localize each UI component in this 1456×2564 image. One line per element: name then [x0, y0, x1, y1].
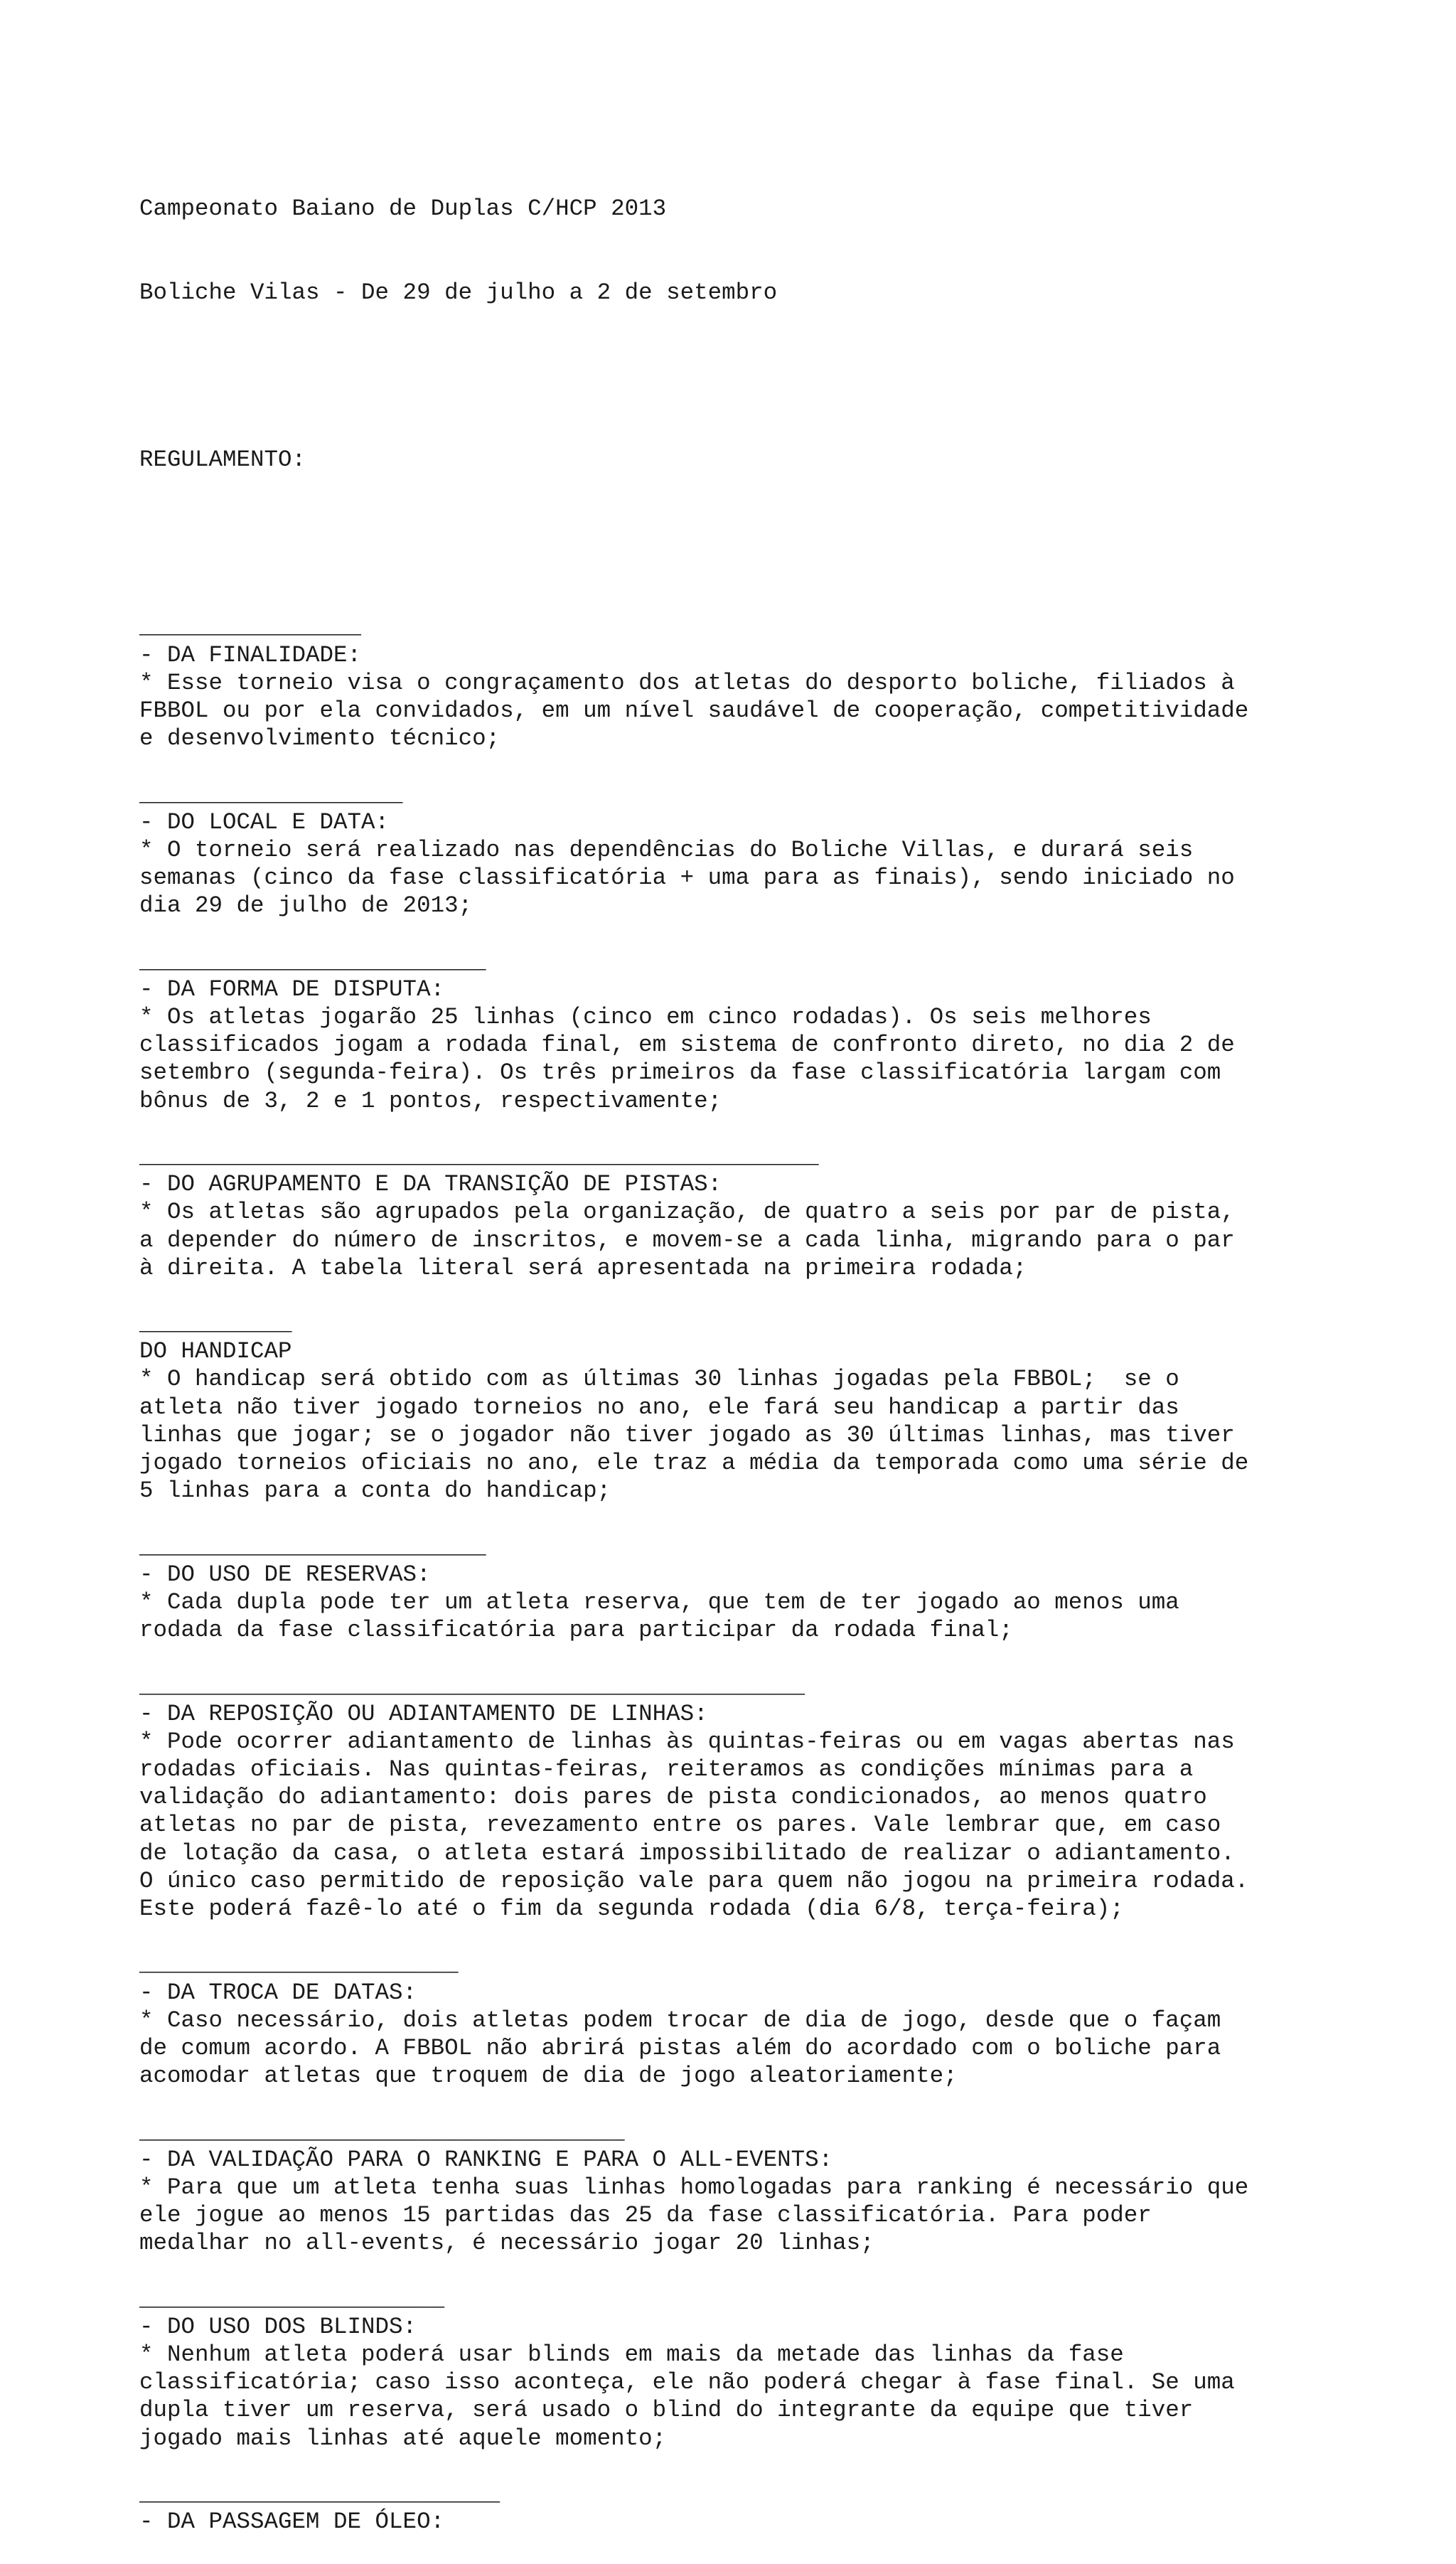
spacer: [139, 2257, 1419, 2285]
spacer: [139, 1923, 1419, 1950]
section-text-line: * Os atletas são agrupados pela organização, de quatro a seis por par de pista,: [139, 1199, 1235, 1226]
section-text-line: de lotação da casa, o atleta estará impossibilitado de realizar o adiantamento.: [139, 1839, 1235, 1866]
section-heading: - DO USO DOS BLINDS:: [139, 2313, 417, 2340]
section-text-line: Este poderá fazê-lo até o fim da segunda rodada (dia 6/8, terça-feira);: [139, 1896, 1124, 1922]
section-heading: - DA FINALIDADE:: [139, 641, 362, 668]
section-text-line: rodadas oficiais. Nas quintas-feiras, reiteramos as condições mínimas para a: [139, 1756, 1194, 1783]
spacer: [139, 1282, 1419, 1310]
section-heading: - DA REPOSIÇÃO OU ADIANTAMENTO DE LINHAS:: [139, 1700, 708, 1727]
section: [139, 2480, 1419, 2536]
section-text-line: rodada da fase classificatória para participar da rodada final;: [139, 1617, 1013, 1644]
section-text-line: e desenvolvimento técnico;: [139, 725, 500, 752]
section: [139, 613, 1419, 780]
section-text-line: de comum acordo. A FBBOL não abrirá pistas além do acordado com o boliche para: [139, 2034, 1221, 2061]
section-text-line: acomodar atletas que troquem de dia de jogo aleatoriamente;: [139, 2063, 958, 2090]
section-heading: - DA PASSAGEM DE ÓLEO:: [139, 2509, 445, 2536]
section-rule: _______________________: [139, 1951, 459, 1978]
section-text-line: atleta não tiver jogado torneios no ano, ele fará seu handicap a partir das: [139, 1394, 1179, 1421]
spacer: [139, 1644, 1419, 1672]
spacer: [139, 919, 1419, 947]
section-text-line: * Cada dupla pode ter um atleta reserva, que tem de ter jogado ao menos uma: [139, 1588, 1179, 1615]
regulamento-heading: REGULAMENTO:: [139, 447, 306, 474]
section-text-line: * Para que um atleta tenha suas linhas homologadas para ranking é necessário que: [139, 2174, 1249, 2201]
section-rule: ________________________________________________: [139, 1672, 805, 1699]
section-text-line: * O torneio será realizado nas dependências do Boliche Villas, e durará seis: [139, 836, 1194, 863]
spacer: [139, 752, 1419, 780]
spacer: [139, 2452, 1419, 2480]
spacer: [139, 1505, 1419, 1532]
section: [139, 1533, 1419, 1672]
section-text-line: jogado mais linhas até aquele momento;: [139, 2425, 667, 2452]
section: [139, 2285, 1419, 2480]
section-rule: _________________________: [139, 1533, 486, 1560]
title-line-1: Campeonato Baiano de Duplas C/HCP 2013: [139, 196, 667, 223]
section-text-line: dia 29 de julho de 2013;: [139, 892, 473, 919]
section-heading: DO HANDICAP: [139, 1338, 292, 1365]
section-heading: - DO LOCAL E DATA:: [139, 808, 390, 835]
section-text-line: * Nenhum atleta poderá usar blinds em mais da metade das linhas da fase: [139, 2341, 1124, 2368]
section-rule: _________________________: [139, 948, 486, 975]
section-heading: - DO USO DE RESERVAS:: [139, 1561, 431, 1588]
sections-container: [139, 613, 1419, 2536]
section-text-line: validação do adiantamento: dois pares de pista condicionados, ao menos quatro: [139, 1784, 1207, 1811]
section-heading: - DA FORMA DE DISPUTA:: [139, 976, 445, 1003]
section-text-line: * O handicap será obtido com as últimas 30 linhas jogadas pela FBBOL; se o: [139, 1366, 1179, 1393]
document-body: [139, 139, 1419, 2564]
section-text-line: bônus de 3, 2 e 1 pontos, respectivamente;: [139, 1087, 722, 1114]
section-rule: _________________________________________________: [139, 1143, 819, 1170]
section-rule: ___________________________________: [139, 2118, 625, 2145]
section-text-line: O único caso permitido de reposição vale para quem não jogou na primeira rodada.: [139, 1867, 1249, 1894]
section-heading: - DO AGRUPAMENTO E DA TRANSIÇÃO DE PISTAS:: [139, 1171, 722, 1198]
section-text-line: * Pode ocorrer adiantamento de linhas às quintas-feiras ou em vagas abertas nas: [139, 1728, 1235, 1755]
section-text-line: * Os atletas jogarão 25 linhas (cinco em cinco rodadas). Os seis melhores: [139, 1004, 1152, 1030]
section-rule: ___________: [139, 1310, 292, 1337]
section-text-line: 5 linhas para a conta do handicap;: [139, 1478, 611, 1505]
section-rule: ______________________: [139, 2285, 445, 2312]
section-text-line: à direita. A tabela literal será apresentada na primeira rodada;: [139, 1254, 1027, 1281]
section: [139, 781, 1419, 948]
section-text-line: * Esse torneio visa o congraçamento dos atletas do desporto boliche, filiados à: [139, 669, 1235, 696]
section: [139, 1950, 1419, 2117]
section: [139, 2118, 1419, 2285]
spacer: [139, 1115, 1419, 1143]
section-heading: - DA VALIDAÇÃO PARA O RANKING E PARA O ALL-EVENTS:: [139, 2146, 833, 2173]
section: [139, 1310, 1419, 1533]
section-text-line: classificados jogam a rodada final, em sistema de confronto direto, no dia 2 de: [139, 1032, 1235, 1059]
section-text-line: setembro (segunda-feira). Os três primeiros da fase classificatória largam com: [139, 1059, 1221, 1086]
section-rule: ________________: [139, 614, 362, 641]
section-text-line: atletas no par de pista, revezamento entre os pares. Vale lembrar que, em caso: [139, 1812, 1221, 1839]
section-text-line: a depender do número de inscritos, e movem-se a cada linha, migrando para o par: [139, 1227, 1235, 1254]
spacer: [139, 530, 1419, 557]
section-text-line: * Caso necessário, dois atletas podem trocar de dia de jogo, desde que o façam: [139, 2007, 1221, 2034]
section-text-line: dupla tiver um reserva, será usado o blind do integrante da equipe que tiver: [139, 2397, 1194, 2424]
section-text-line: classificatória; caso isso aconteça, ele não poderá chegar à fase final. Se uma: [139, 2369, 1235, 2396]
spacer: [139, 2090, 1419, 2117]
section-text-line: linhas que jogar; se o jogador não tiver jogado as 30 últimas linhas, mas tiver: [139, 1421, 1235, 1448]
spacer: [139, 363, 1419, 390]
section-rule: __________________________: [139, 2480, 500, 2507]
section: [139, 1672, 1419, 1951]
section-text-line: medalhar no all-events, é necessário jogar 20 linhas;: [139, 2230, 874, 2257]
section-heading: - DA TROCA DE DATAS:: [139, 1979, 417, 2006]
section-text-line: FBBOL ou por ela convidados, em um nível saudável de cooperação, competitividade: [139, 697, 1249, 724]
section: [139, 948, 1419, 1143]
title-line-2: Boliche Vilas - De 29 de julho a 2 de setembro: [139, 279, 778, 306]
section-rule: ___________________: [139, 781, 403, 808]
section-text-line: ele jogue ao menos 15 partidas das 25 da fase classificatória. Para poder: [139, 2202, 1152, 2229]
section-text-line: jogado torneios oficiais no ano, ele traz a média da temporada como uma série de: [139, 1450, 1249, 1476]
section-text-line: semanas (cinco da fase classificatória + uma para as finais), sendo iniciado no: [139, 865, 1235, 892]
section: [139, 1143, 1419, 1310]
